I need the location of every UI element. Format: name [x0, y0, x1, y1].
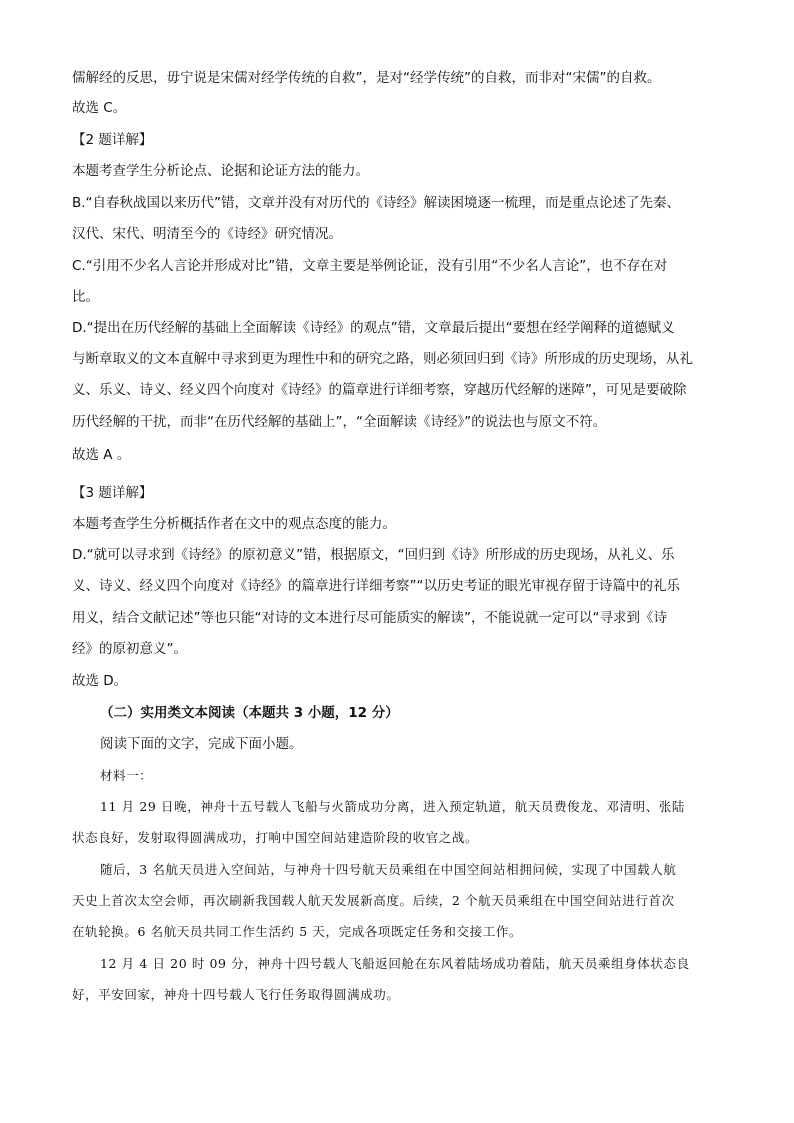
- material-line: 11 月 29 日晚，神舟十五号载人飞船与火箭成功分离，进入预定轨道，航天员费俊龙、邓清明、张陆: [100, 799, 686, 814]
- section-heading: 【3 题详解】: [72, 485, 153, 501]
- material-line: 好，平安回家，神舟十四号载人飞行任务取得圆满成功。: [72, 987, 400, 1002]
- text-line: 与断章取义的文本直解中寻求到更为理性中和的研究之路，则必须回归到《诗》所形成的历史现场，从礼: [72, 351, 693, 367]
- section-heading: 【2 题详解】: [72, 132, 153, 148]
- material-line: 天史上首次太空会师，再次刷新我国载人航天发展新高度。后续，2 个航天员乘组在中国空间站进行首次: [72, 893, 675, 908]
- text-line: 汉代、宋代、明清至今的《诗经》研究情况。: [72, 226, 342, 242]
- text-line: 经》的原初意义”。: [72, 641, 187, 657]
- material-line: 状态良好，发射取得圆满成功，打响中国空间站建造阶段的收官之战。: [72, 830, 479, 845]
- text-line: 用义，结合文献记述”等也只能“对诗的文本进行尽可能质实的解读”，不能说就一定可以“寻求到《诗: [72, 610, 667, 626]
- text-line: 义、诗义、经义四个向度对《诗经》的篇章进行详细考察”“以历史考证的眼光审视存留于诗篇中的礼乐: [72, 578, 680, 594]
- material-line: 随后，3 名航天员进入空间站，与神舟十四号航天员乘组在中国空间站相拥问候，实现了中国载人航: [100, 862, 677, 877]
- text-line: 本题考查学生分析概括作者在文中的观点态度的能力。: [72, 516, 396, 532]
- text-line: B.“自春秋战国以来历代”错，文章并没有对历代的《诗经》解读困境逐一梳理，而是重点论述了先秦、: [72, 195, 681, 211]
- material-label: 材料一：: [100, 768, 153, 783]
- text-line: 义、乐义、诗义、经义四个向度对《诗经》的篇章进行详细考察，穿越历代经解的迷障”，可见是要破除: [72, 382, 687, 398]
- text-line: 历代经解的干扰，而非“在历代经解的基础上”，“全面解读《诗经》”的说法也与原文不符。: [72, 414, 607, 430]
- text-line: 故选 D。: [72, 673, 128, 689]
- text-line: 故选 A 。: [72, 447, 131, 463]
- text-line: D.“提出在历代经解的基础上全面解读《诗经》的观点”错，文章最后提出“要想在经学阐释的道德赋义: [72, 320, 675, 336]
- material-line: 在轨轮换。6 名航天员共同工作生活约 5 天，完成各项既定任务和交接工作。: [72, 924, 523, 939]
- text-line: 比。: [72, 289, 99, 305]
- material-line: 12 月 4 日 20 时 09 分，神舟十四号载人飞船返回舱在东风着陆场成功着陆，航天员乘组身体状态良: [100, 956, 690, 971]
- text-line: 故选 C。: [72, 100, 127, 116]
- instruction-text: 阅读下面的文字，完成下面小题。: [100, 736, 303, 752]
- section-title: （二）实用类文本阅读（本题共 3 小题，12 分）: [100, 705, 399, 721]
- text-line: 本题考查学生分析论点、论据和论证方法的能力。: [72, 163, 369, 179]
- text-line: D.“就可以寻求到《诗经》的原初意义”错，根据原文，“回归到《诗》所形成的历史现场，从礼义、乐: [72, 547, 675, 563]
- text-line: 儒解经的反思，毋宁说是宋儒对经学传统的自救”，是对“经学传统”的自救，而非对“宋儒”的自救。: [72, 70, 661, 86]
- text-line: C.“引用不少名人言论并形成对比”错，文章主要是举例论证，没有引用“不少名人言论”，也不存在对: [72, 258, 668, 274]
